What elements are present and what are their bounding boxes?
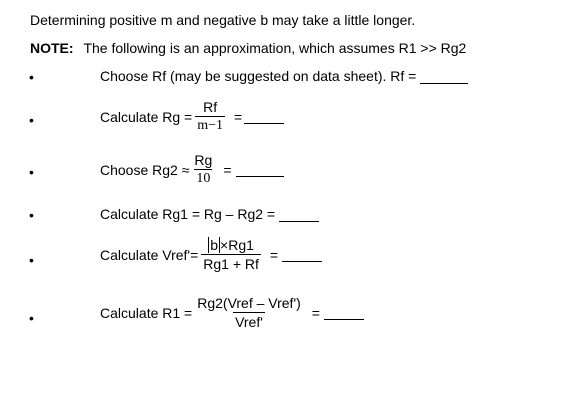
bullet: • [29,69,34,85]
step-choose-rf [100,68,468,84]
intro-text: Determining positive m and negative b may take a little longer. [30,12,416,28]
equals-sign: = [269,246,279,263]
fraction [195,98,225,135]
step-text: Calculate Vref'= [100,246,199,263]
bullet: • [29,164,34,180]
note-line [30,40,466,56]
denominator: m−1 [197,118,224,133]
equals-sign: = [223,161,232,178]
equals-sign: = [234,108,243,125]
answer-blank [420,69,468,84]
answer-blank [244,109,284,124]
fraction [192,151,214,188]
numerator: Rg2(Vref – Vref') [197,295,301,311]
bullet: • [29,207,34,223]
note-label: NOTE: [30,40,74,56]
step-text: Calculate Rg = [100,108,193,125]
answer-blank [279,207,319,222]
absolute-value: b [210,237,219,253]
numerator: Rg [194,152,213,168]
answer-blank [282,247,322,262]
denominator: 10 [196,171,211,186]
bullet: • [29,112,34,128]
numerator [206,236,256,254]
fraction [201,236,261,273]
denominator: Rg1 + Rf [203,256,259,272]
numerator: Rf [203,99,218,115]
answer-blank [324,305,364,320]
bullet: • [29,310,34,326]
step-calculate-rg [100,98,284,135]
equals-sign: = [311,304,320,321]
step-calculate-rg1 [100,206,319,222]
numerator-rest: ×Rg1 [220,237,254,253]
step-choose-rg2 [100,151,284,188]
answer-blank [236,162,284,177]
denominator: Vref' [235,314,263,330]
fraction [195,294,303,331]
step-calculate-r1 [100,294,364,331]
step-calculate-vref-prime [100,236,322,273]
bullet: • [29,252,34,268]
step-text: Choose Rf (may be suggested on data sheet). Rf = [100,68,417,84]
note-text: The following is an approximation, which assumes R1 >> Rg2 [83,40,467,56]
step-text: Calculate R1 = [100,304,193,321]
step-text: Choose Rg2 ≈ [100,161,190,178]
step-text: Calculate Rg1 = Rg – Rg2 = [100,206,276,222]
